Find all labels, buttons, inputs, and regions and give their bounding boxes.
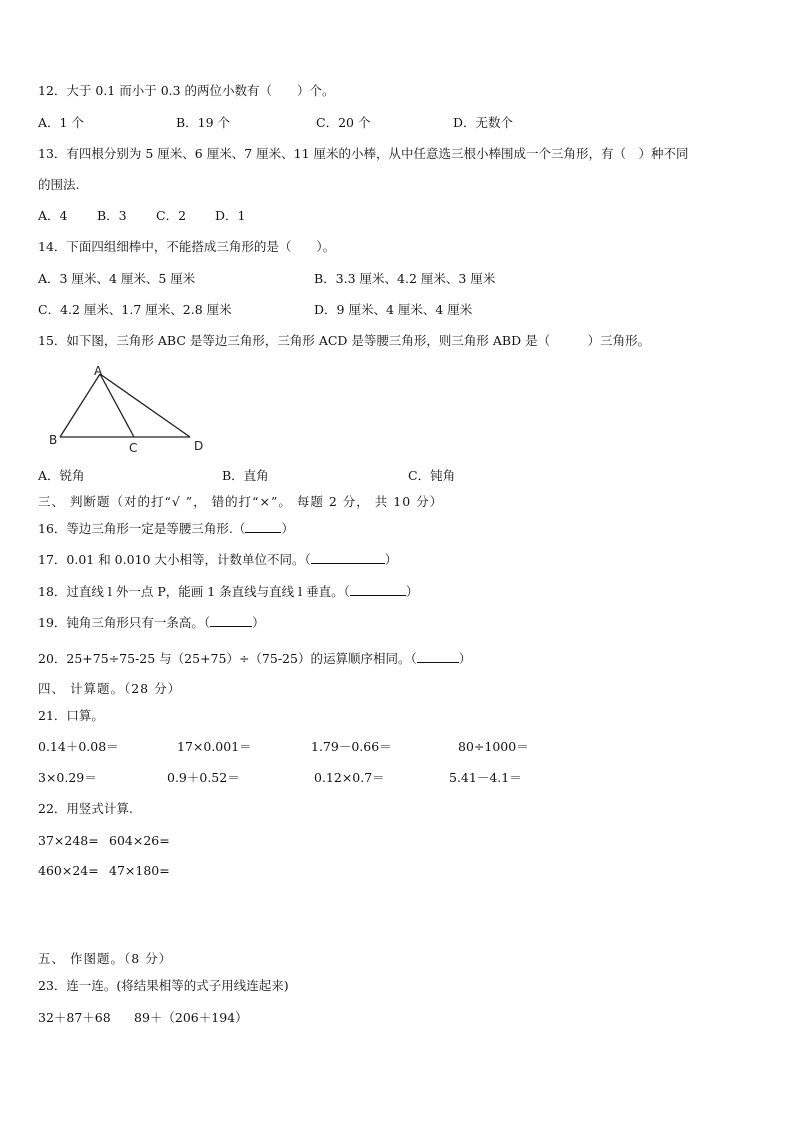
q19-answer-blank[interactable] <box>210 614 252 627</box>
q13-option-b: B．3 <box>97 208 127 223</box>
section-3-heading: 三、 判断题（对的打“√ ”， 错的打“×”。 每题 2 分， 共 10 分） <box>38 494 444 509</box>
segment-ac <box>100 374 134 437</box>
q22-item: 460×24= <box>38 863 99 878</box>
q22-item: 47×180= <box>109 863 170 878</box>
q15-stem: 15．如下图，三角形 ABC 是等边三角形，三角形 ACD 是等腰三角形，则三角形 ABD 是（ ）三角形。 <box>38 333 651 348</box>
q17 <box>38 551 397 568</box>
q21-item: 0.9＋0.52＝ <box>167 770 240 785</box>
vertex-label-d: D <box>194 439 204 453</box>
q23-stem: 23．连一连。(将结果相等的式子用线连起来) <box>38 978 289 993</box>
q12-option-d: D．无数个 <box>453 115 514 130</box>
q15-option-c: C．钝角 <box>408 468 456 483</box>
q14-option-c: C．4.2 厘米、1.7 厘米、2.8 厘米 <box>38 302 232 317</box>
segment-ad <box>100 374 190 437</box>
q20-answer-blank[interactable] <box>417 650 459 663</box>
q23-expression: 32＋87＋68 <box>38 1010 111 1025</box>
vertex-label-c: C <box>129 441 138 455</box>
q12-option-a: A．1 个 <box>38 115 84 130</box>
q18-close: ） <box>405 584 419 599</box>
q20-text: 20．25+75÷75-25 与（25+75）÷（75-25）的运算顺序相同。（ <box>38 651 417 666</box>
vertex-label-a: A <box>94 364 103 378</box>
q16 <box>38 520 294 537</box>
q14-option-a: A．3 厘米、4 厘米、5 厘米 <box>38 271 196 286</box>
q19-text: 19．钝角三角形只有一条高。（ <box>38 615 211 630</box>
q18-answer-blank[interactable] <box>350 583 406 596</box>
triangle-figure <box>44 364 214 458</box>
q17-answer-blank[interactable] <box>311 551 385 564</box>
section-5-heading: 五、 作图题。（8 分） <box>38 951 173 966</box>
q18 <box>38 583 418 600</box>
q21-item: 3×0.29＝ <box>38 770 97 785</box>
q16-close: ） <box>281 521 294 536</box>
q16-text: 16．等边三角形一定是等腰三角形.（ <box>38 521 246 536</box>
section-4-heading: 四、 计算题。（28 分） <box>38 681 182 696</box>
q21-item: 5.41－4.1＝ <box>449 770 522 785</box>
q14-option-b: B．3.3 厘米、4.2 厘米、3 厘米 <box>314 271 496 286</box>
q13-stem-line1: 13．有四根分别为 5 厘米、6 厘米、7 厘米、11 厘米的小棒，从中任意选三根小棒围成一个三角形，有（ ）种不同 <box>38 146 689 161</box>
q22-item: 37×248= <box>38 833 99 848</box>
vertex-label-b: B <box>49 433 58 447</box>
q12-option-b: B．19 个 <box>176 115 231 130</box>
q22-stem: 22．用竖式计算. <box>38 801 133 816</box>
q17-close: ） <box>384 552 398 567</box>
q15-option-a: A．锐角 <box>38 468 85 483</box>
q12-option-c: C．20 个 <box>316 115 371 130</box>
q21-item: 0.12×0.7＝ <box>314 770 385 785</box>
q14-option-d: D．9 厘米、4 厘米、4 厘米 <box>314 302 473 317</box>
q13-option-c: C．2 <box>156 208 187 223</box>
q13-option-d: D．1 <box>215 208 246 223</box>
q16-answer-blank[interactable] <box>245 520 281 533</box>
q20 <box>38 650 471 667</box>
q21-item: 1.79－0.66＝ <box>311 739 392 754</box>
q20-close: ） <box>458 651 472 666</box>
q13-stem-line2: 的围法. <box>38 177 80 192</box>
q14-stem: 14．下面四组细棒中，不能搭成三角形的是（ ）。 <box>38 239 336 254</box>
q21-stem: 21．口算。 <box>38 708 104 723</box>
q12-stem: 12．大于 0.1 而小于 0.3 的两位小数有（ ）个。 <box>38 83 335 98</box>
q13-option-a: A．4 <box>38 208 68 223</box>
q15-option-b: B．直角 <box>222 468 269 483</box>
q21-item: 17×0.001＝ <box>177 739 252 754</box>
q22-item: 604×26= <box>109 833 170 848</box>
q19-close: ） <box>252 615 265 630</box>
segment-ab <box>60 374 100 437</box>
q19 <box>38 614 265 631</box>
q18-text: 18．过直线 l 外一点 P，能画 1 条直线与直线 l 垂直。（ <box>38 584 350 599</box>
q21-item: 0.14＋0.08＝ <box>38 739 119 754</box>
q17-text: 17．0.01 和 0.010 大小相等，计数单位不同。（ <box>38 552 311 567</box>
q23-expression: 89＋（206＋194） <box>134 1010 248 1025</box>
q21-item: 80÷1000＝ <box>458 739 529 754</box>
